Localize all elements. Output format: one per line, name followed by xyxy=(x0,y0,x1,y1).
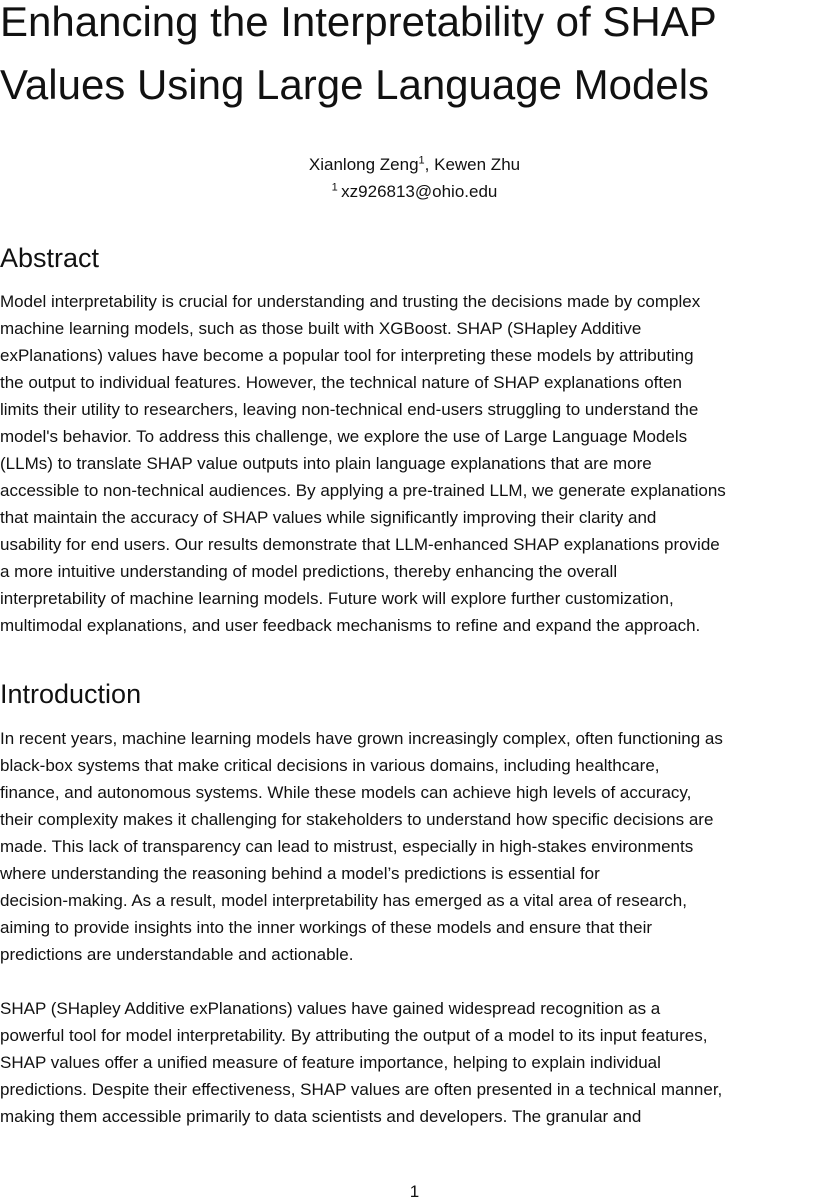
intro-line: predictions are understandable and actionable. xyxy=(0,945,354,964)
paper-title xyxy=(0,0,829,116)
affiliation-mark: 1 xyxy=(331,181,338,194)
author-line xyxy=(309,155,520,174)
abstract-line: (LLMs) to translate SHAP value outputs into plain language explanations that are more xyxy=(0,454,652,473)
affiliation-line xyxy=(0,178,829,205)
introduction-paragraph-1 xyxy=(0,725,829,968)
intro-line: SHAP (SHapley Additive exPlanations) values have gained widespread recognition as a xyxy=(0,999,661,1018)
author-block xyxy=(0,151,829,205)
intro-line: In recent years, machine learning models have grown increasingly complex, often functioning as xyxy=(0,729,723,748)
abstract-line: that maintain the accuracy of SHAP values while significantly improving their clarity and xyxy=(0,508,657,527)
intro-line: powerful tool for model interpretability. By attributing the output of a model to its input features, xyxy=(0,1026,708,1045)
title-line-2: Values Using Large Language Models xyxy=(0,61,710,108)
intro-line: their complexity makes it challenging for stakeholders to understand how specific decisions are xyxy=(0,810,714,829)
abstract-line: a more intuitive understanding of model predictions, thereby enhancing the overall xyxy=(0,562,618,581)
intro-line: where understanding the reasoning behind a model’s predictions is essential for xyxy=(0,864,600,883)
intro-line: aiming to provide insights into the inner workings of these models and ensure that their xyxy=(0,918,653,937)
abstract-line: limits their utility to researchers, leaving non-technical end-users struggling to understand the xyxy=(0,400,699,419)
intro-line: decision-making. As a result, model interpretability has emerged as a vital area of research, xyxy=(0,891,687,910)
abstract-line: model's behavior. To address this challenge, we explore the use of Large Language Models xyxy=(0,427,688,446)
intro-line: made. This lack of transparency can lead to mistrust, especially in high-stakes environments xyxy=(0,837,694,856)
introduction-paragraph-2 xyxy=(0,995,829,1130)
intro-line: SHAP values offer a unified measure of feature importance, helping to explain individual xyxy=(0,1053,661,1072)
intro-line: predictions. Despite their effectiveness, SHAP values are often presented in a technical manner, xyxy=(0,1080,723,1099)
abstract-paragraph xyxy=(0,288,829,639)
author-separator: , xyxy=(424,155,435,174)
abstract-line: multimodal explanations, and user feedback mechanisms to refine and expand the approach. xyxy=(0,616,701,635)
intro-line: making them accessible primarily to data scientists and developers. The granular and xyxy=(0,1107,642,1126)
abstract-line: usability for end users. Our results demonstrate that LLM-enhanced SHAP explanations provide xyxy=(0,535,720,554)
abstract-heading: Abstract xyxy=(0,243,100,273)
page-number: 1 xyxy=(409,1182,420,1201)
abstract-line: Model interpretability is crucial for understanding and trusting the decisions made by complex xyxy=(0,292,701,311)
intro-line: finance, and autonomous systems. While these models can achieve high levels of accuracy, xyxy=(0,783,692,802)
author-email: xz926813@ohio.edu xyxy=(341,182,498,201)
author-name-2: Kewen Zhu xyxy=(434,155,521,174)
abstract-line: the output to individual features. However, the technical nature of SHAP explanations often xyxy=(0,373,683,392)
author-name-1: Xianlong Zeng xyxy=(308,155,419,174)
abstract-line: exPlanations) values have become a popular tool for interpreting these models by attributing xyxy=(0,346,694,365)
abstract-line: accessible to non-technical audiences. By applying a pre-trained LLM, we generate explanations xyxy=(0,481,726,500)
abstract-line: interpretability of machine learning models. Future work will explore further customization, xyxy=(0,589,674,608)
author-affiliation-mark: 1 xyxy=(418,154,425,167)
intro-line: black-box systems that make critical decisions in various domains, including healthcare, xyxy=(0,756,660,775)
abstract-line: machine learning models, such as those built with XGBoost. SHAP (SHapley Additive xyxy=(0,319,642,338)
title-line-1: Enhancing the Interpretability of SHAP xyxy=(0,0,717,45)
introduction-heading: Introduction xyxy=(0,679,142,709)
